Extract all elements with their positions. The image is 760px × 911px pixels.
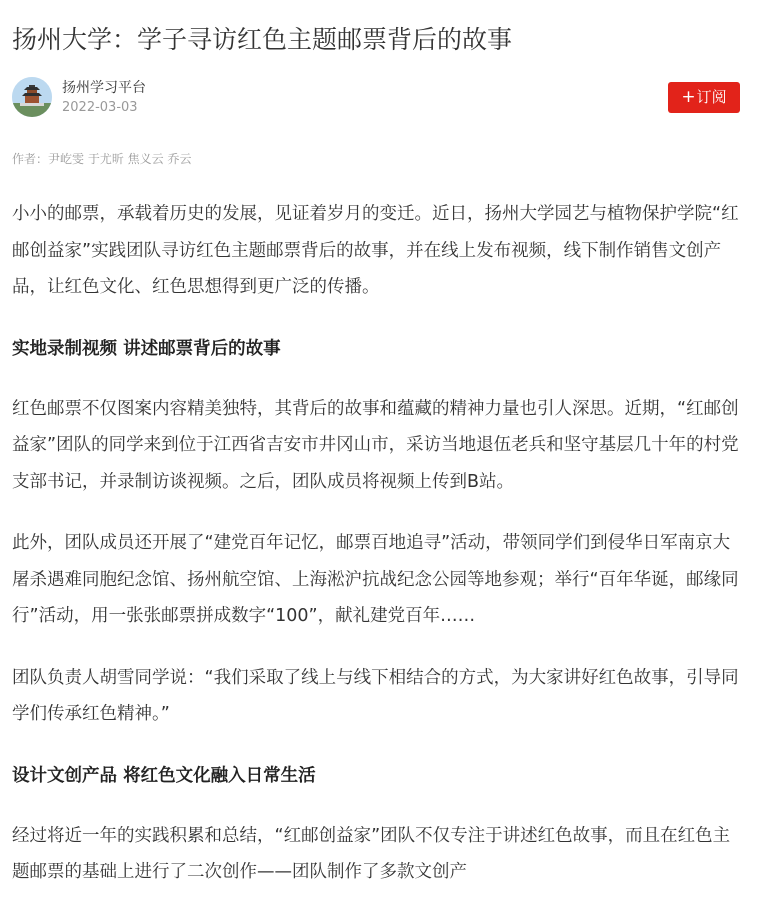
article-byline: 作者：尹屹雯 于尤昕 焦义云 乔云: [12, 152, 192, 166]
pagoda-logo-icon: [12, 77, 52, 117]
account-name[interactable]: 扬州学习平台: [62, 80, 146, 96]
publish-date: 2022-03-03: [62, 100, 138, 115]
section-heading-products: 设计文创产品 将红色文化融入日常生活: [12, 765, 316, 786]
author-row: [12, 77, 740, 119]
article-title: 扬州大学：学子寻访红色主题邮票背后的故事: [12, 24, 513, 54]
plus-icon: +: [681, 87, 696, 107]
article-body: [12, 196, 742, 911]
account-avatar[interactable]: [12, 77, 52, 117]
paragraph-quote: 团队负责人胡雪同学说：“我们采取了线上与线下相结合的方式，为大家讲好红色故事，引导同学们传承红色精神。”: [12, 667, 739, 724]
paragraph-stamps: 红色邮票不仅图案内容精美独特，其背后的故事和蕴藏的精神力量也引人深思。近期，“红邮创益家”团队的同学来到位于江西省吉安市井冈山市，采访当地退伍老兵和坚守基层几十年的村党支部书记，并录制访谈视频。之后，团队成员将视频上传到B站。: [12, 398, 739, 492]
subscribe-button[interactable]: [668, 82, 740, 113]
paragraph-intro: 小小的邮票，承载着历史的发展，见证着岁月的变迁。近日，扬州大学园艺与植物保护学院“红邮创益家”实践团队寻访红色主题邮票背后的故事，并在线上发布视频，线下制作销售文创产品，让红色文化、红色思想得到更广泛的传播。: [12, 204, 739, 297]
section-heading-video: 实地录制视频 讲述邮票背后的故事: [12, 338, 281, 359]
paragraph-activities: 此外，团队成员还开展了“建党百年记忆，邮票百地追寻”活动，带领同学们到侵华日军南京大屠杀遇难同胞纪念馆、扬州航空馆、上海淞沪抗战纪念公园等地参观；举行“百年华诞，邮缘同行”活动，用一张张邮票拼成数字“100”，献礼建党百年……: [12, 533, 739, 626]
subscribe-label: 订阅: [696, 88, 727, 106]
paragraph-products: 经过将近一年的实践积累和总结，“红邮创益家”团队不仅专注于讲述红色故事，而且在红色主题邮票的基础上进行了二次创作——团队制作了多款文创产: [12, 825, 731, 882]
